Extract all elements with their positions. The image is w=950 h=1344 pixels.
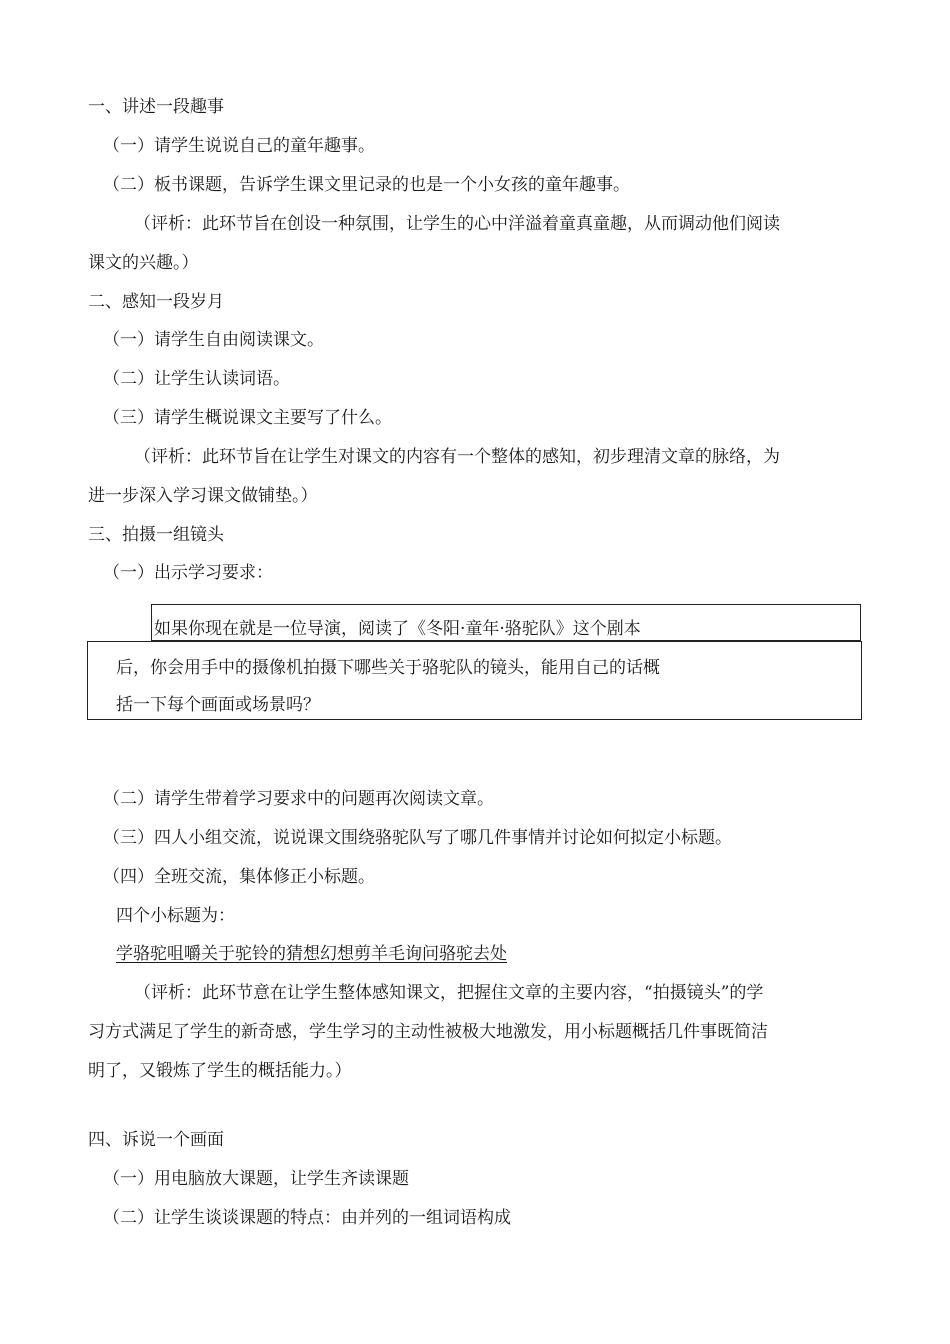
requirement-line1: 如果你现在就是一位导演，阅读了《冬阳·童年·骆驼队》这个剧本 xyxy=(154,619,641,639)
section1-item2: （二）板书课题，告诉学生课文里记录的也是一个小女孩的童年趣事。 xyxy=(103,175,630,195)
section3-item4: （四）全班交流，集体修正小标题。 xyxy=(103,867,375,887)
section3-comment-line1: （评析：此环节意在让学生整体感知课文，把握住文章的主要内容，“拍摄镜头”的学 xyxy=(134,983,764,1003)
section4-item1: （一）用电脑放大课题，让学生齐读课题 xyxy=(103,1169,409,1189)
section4-item2: （二）让学生谈谈课题的特点：由并列的一组词语构成 xyxy=(103,1208,511,1228)
section2-item3: （三）请学生概说课文主要写了什么。 xyxy=(103,408,392,428)
section3-item2: （二）请学生带着学习要求中的问题再次阅读文章。 xyxy=(103,789,494,809)
section2-comment-line1: （评析：此环节旨在让学生对课文的内容有一个整体的感知，初步理清文章的脉络，为 xyxy=(134,447,780,467)
section3-item1: （一）出示学习要求： xyxy=(103,563,273,583)
section3-comment-line2: 习方式满足了学生的新奇感，学生学习的主动性被极大地激发，用小标题概括几件事既简洁 xyxy=(88,1022,768,1042)
section2-item2: （二）让学生认读词语。 xyxy=(103,369,290,389)
requirement-line2: 后，你会用手中的摄像机拍摄下哪些关于骆驼队的镜头，能用自己的话概 xyxy=(116,658,660,678)
section3-heading: 三、拍摄一组镜头 xyxy=(88,525,224,545)
section2-comment-line2: 进一步深入学习课文做铺垫。） xyxy=(88,486,318,506)
requirement-line3: 括一下每个画面或场景吗？ xyxy=(116,695,320,715)
section3-item3: （三）四人小组交流，说说课文围绕骆驼队写了哪几件事情并讨论如何拟定小标题。 xyxy=(103,828,732,848)
subtitles-intro: 四个小标题为： xyxy=(116,906,235,926)
section1-comment-line1: （评析：此环节旨在创设一种氛围，让学生的心中洋溢着童真童趣，从而调动他们阅读 xyxy=(134,214,780,234)
section2-heading: 二、感知一段岁月 xyxy=(88,292,224,312)
section4-heading: 四、诉说一个画面 xyxy=(88,1130,224,1150)
section2-item1: （一）请学生自由阅读课文。 xyxy=(103,330,324,350)
section1-heading: 一、讲述一段趣事 xyxy=(88,97,224,117)
subtitles-list: 学骆驼咀嚼关于驼铃的猜想幻想剪羊毛询问骆驼去处 xyxy=(116,944,507,964)
section3-comment-line3: 明了，又锻炼了学生的概括能力。） xyxy=(88,1061,352,1081)
section1-comment-line2: 课文的兴趣。） xyxy=(88,253,199,273)
section1-item1: （一）请学生说说自己的童年趣事。 xyxy=(103,136,375,156)
